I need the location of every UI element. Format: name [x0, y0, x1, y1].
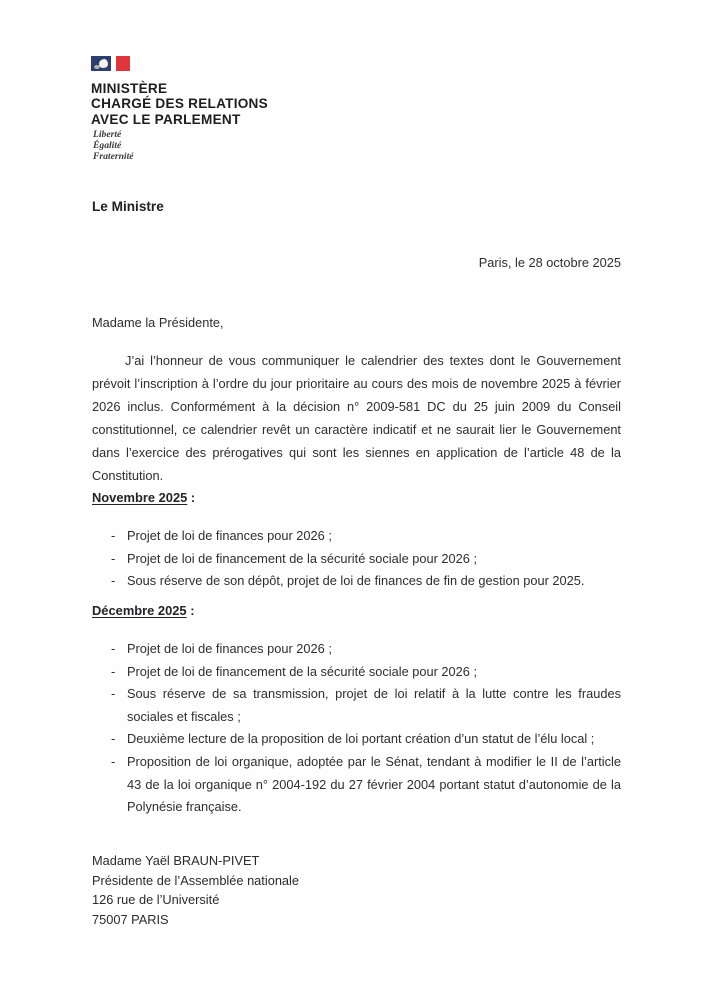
recipient-address-block [92, 851, 299, 929]
flag-red-block [116, 56, 130, 71]
republic-motto [93, 129, 134, 162]
salutation: Madame la Présidente, [92, 315, 224, 330]
ministry-line: AVEC LE PARLEMENT [91, 111, 241, 127]
list-item-text: Projet de loi de financement de la sécurité sociale pour 2026 ; [127, 550, 477, 566]
recipient-line: Présidente de l’Assemblée nationale [92, 872, 300, 888]
list-item-text: Proposition de loi organique, adoptée par le Sénat, tendant à modifier le II de l’article 43 de la loi organique n° 2004-192 du 27 février 2004 portant statut d’autonomie de la Polynésie française. [127, 753, 621, 815]
list-item [92, 661, 621, 684]
recipient-line: Madame Yaël BRAUN-PIVET [92, 853, 260, 868]
section-heading-colon: : [187, 490, 196, 505]
law-list-novembre [92, 525, 621, 593]
recipient-line: 75007 PARIS [92, 911, 169, 927]
list-dash: - [111, 686, 116, 702]
intro-paragraph: J’ai l’honneur de vous communiquer le calendrier des textes dont le Gouvernement prévoit l’inscription à l’ordre du jour prioritaire au cours des mois de novembre 2025 à février 2026 inclus. Conformément à la décision n° 2009-581 DC du 25 juin 2009 du Conseil constitutionnel, ce calendrier revêt un caractère indicatif et ne saurait lier le Gouvernement dans l’exercice des prérogatives qui sont les siennes en application de l’article 48 de la Constitution. [92, 353, 621, 483]
section-heading-text: Novembre 2025 [92, 490, 188, 505]
list-item-text: Projet de loi de finances pour 2026 ; [127, 528, 332, 543]
list-dash: - [111, 573, 116, 589]
recipient-line: 126 rue de l’Université [92, 892, 220, 908]
list-item [92, 525, 621, 548]
list-item-text: Sous réserve de son dépôt, projet de loi de finances de fin de gestion pour 2025. [127, 573, 585, 589]
section-heading-colon: : [186, 603, 195, 618]
french-flag-icon [91, 56, 130, 71]
list-item-text: Sous réserve de sa transmission, projet de loi relatif à la lutte contre les fraudes sociales et fiscales ; [127, 686, 621, 724]
section-heading-novembre [92, 490, 195, 505]
ministry-name [91, 81, 268, 127]
list-dash: - [111, 641, 116, 656]
list-item [92, 683, 621, 728]
section-heading-text: Décembre 2025 [92, 603, 187, 618]
ministry-line: CHARGÉ DES RELATIONS [91, 96, 268, 112]
flag-blue-marianne-block [91, 56, 111, 71]
sender-title: Le Ministre [92, 199, 164, 214]
list-item [92, 751, 621, 819]
list-dash: - [111, 753, 116, 769]
list-dash: - [111, 663, 116, 679]
motto-line: Liberté [93, 129, 122, 140]
list-item-text: Deuxième lecture de la proposition de loi portant création d’un statut de l’élu local ; [127, 731, 595, 747]
motto-line: Fraternité [93, 151, 134, 162]
section-heading-decembre [92, 603, 194, 618]
dateline: Paris, le 28 octobre 2025 [478, 255, 621, 270]
list-item [92, 548, 621, 571]
list-item-text: Projet de loi de finances pour 2026 ; [127, 641, 332, 656]
motto-line: Égalité [93, 140, 122, 151]
list-dash: - [111, 550, 116, 566]
list-item [92, 570, 621, 593]
list-item [92, 728, 621, 751]
law-list-decembre [92, 638, 621, 819]
ministry-line: MINISTÈRE [91, 81, 168, 96]
list-dash: - [111, 731, 116, 747]
list-item-text: Projet de loi de financement de la sécurité sociale pour 2026 ; [127, 663, 477, 679]
list-dash: - [111, 528, 116, 543]
list-item [92, 638, 621, 661]
